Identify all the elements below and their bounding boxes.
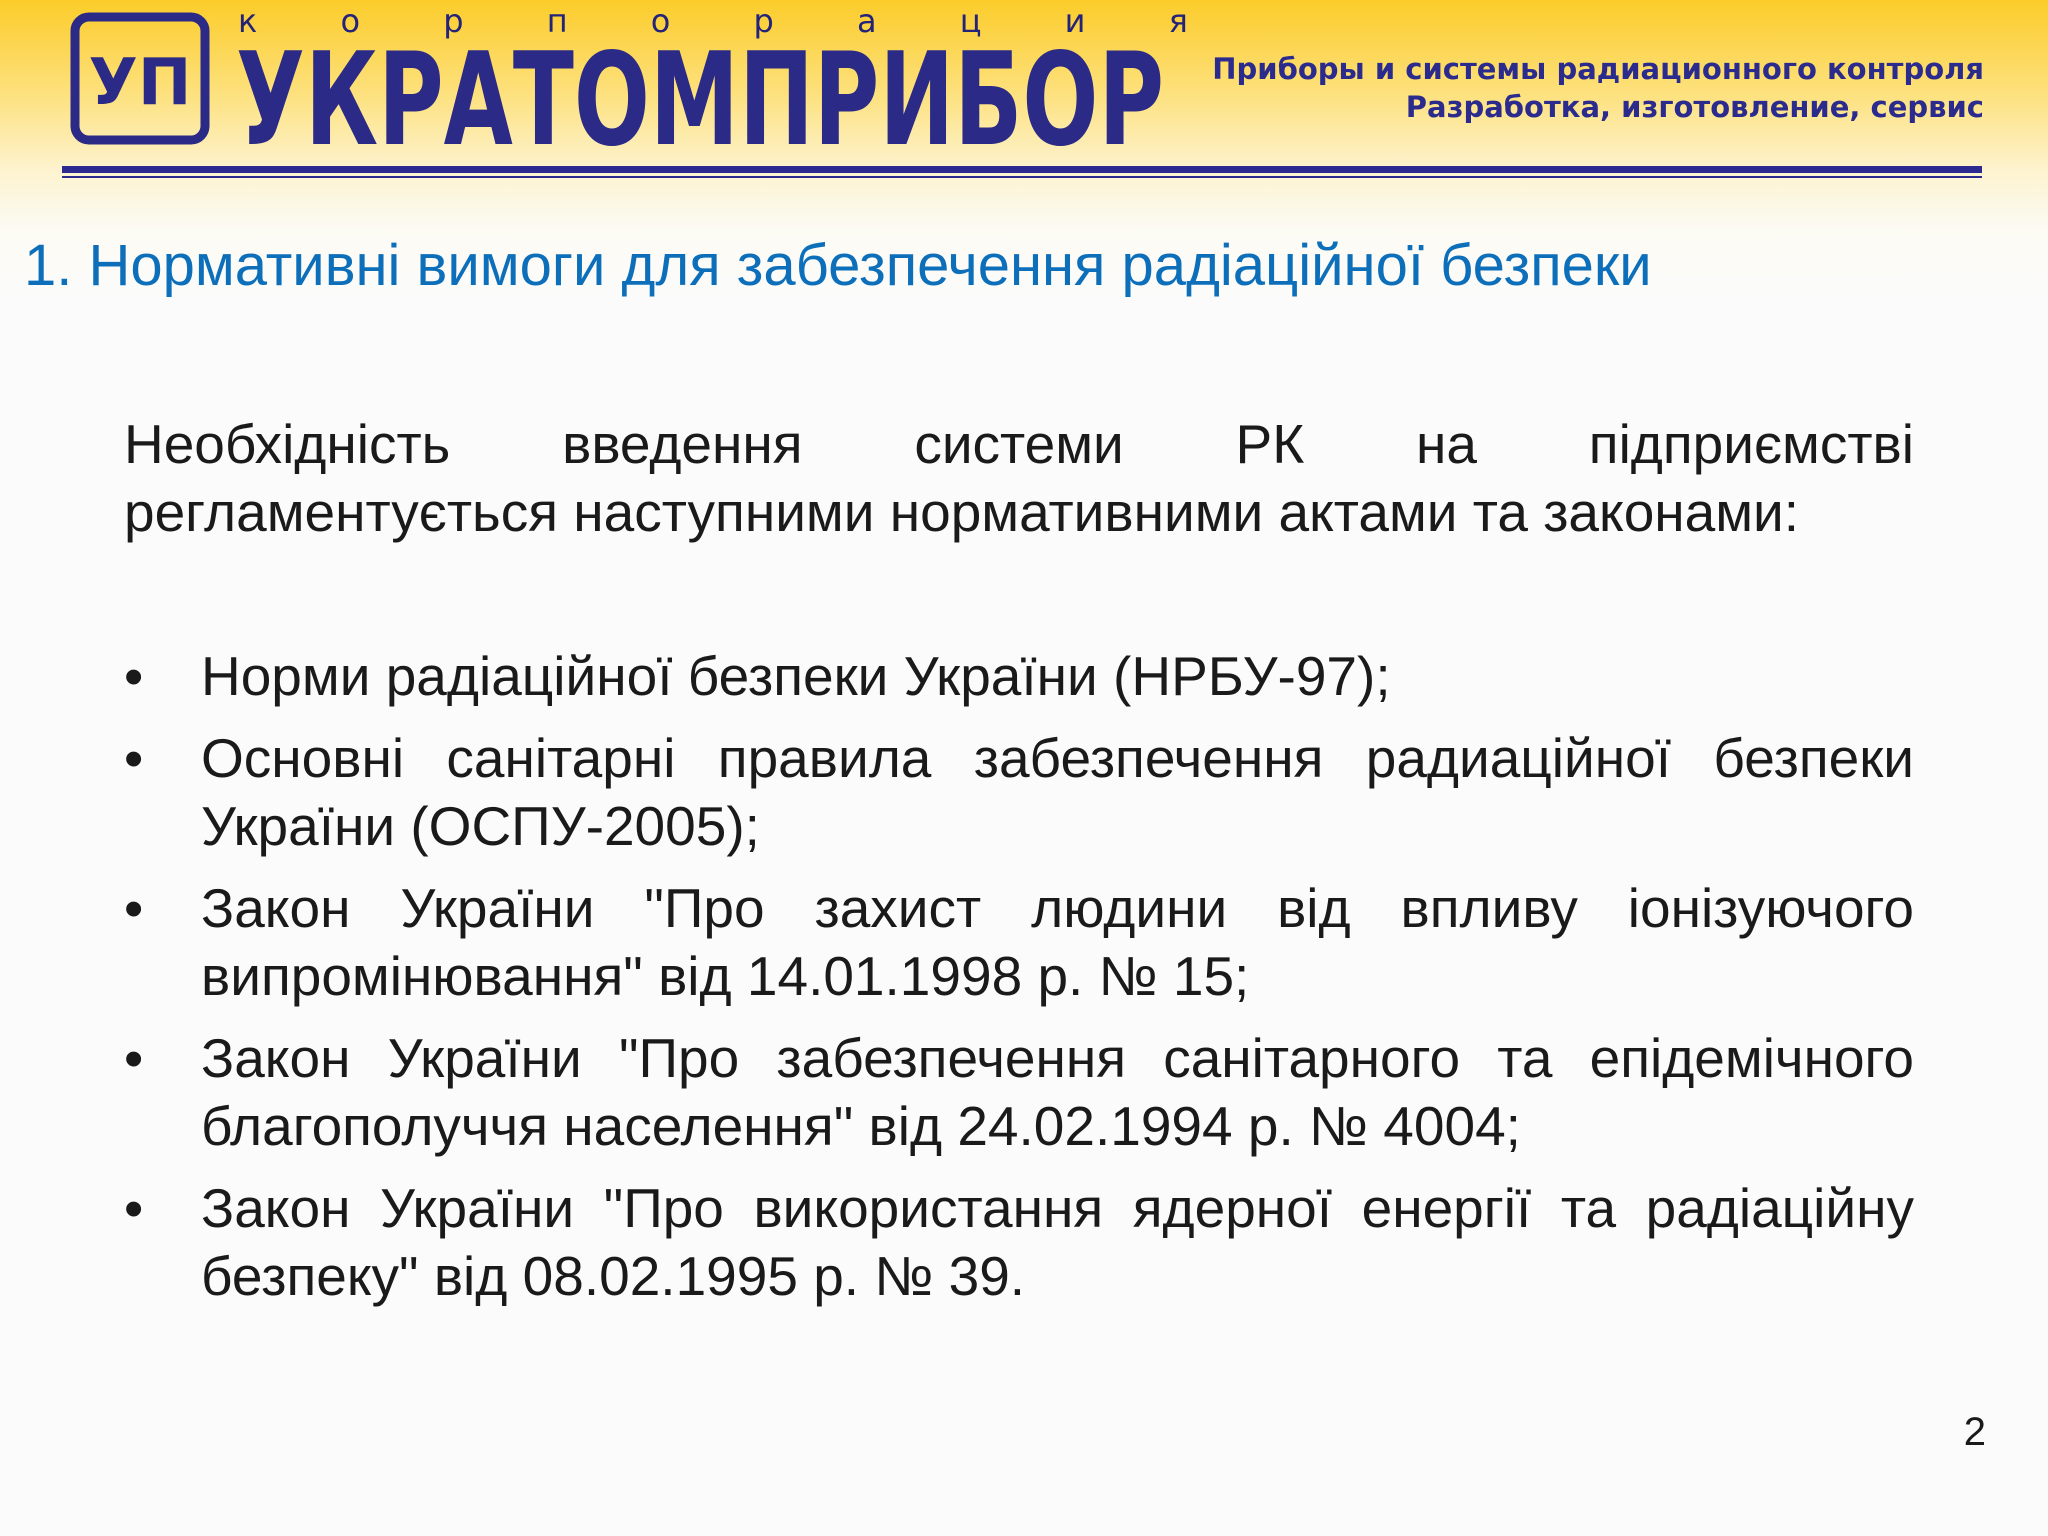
list-item — [124, 1024, 1914, 1160]
bullet-text: Норми радіаційної безпеки України (НРБУ-97); — [201, 645, 1391, 707]
bullet-marker: • — [124, 645, 144, 707]
logo-corporation-letter: к — [238, 2, 258, 40]
bullet-marker: • — [124, 877, 144, 939]
logo-corporation-letter: о — [340, 2, 361, 40]
tagline — [1212, 50, 1984, 126]
intro-line-2: регламентується наступними нормативними актами та законами: — [124, 481, 1800, 543]
bullet-marker: • — [124, 727, 144, 789]
logo-wordmark-text: УКРАТОМПРИБОР — [236, 26, 1164, 154]
header-divider — [62, 166, 1982, 173]
logo-corporation-letter: о — [650, 2, 671, 40]
logo-corporation-letter: п — [546, 2, 568, 40]
header — [0, 0, 2048, 180]
logo-corporation-letter: а — [856, 2, 877, 40]
bullet-text: Закон України "Про забезпечення санітарного та епідемічного благополуччя населення" від 24.02.1994 р. № 4004; — [201, 1027, 1914, 1157]
bullet-list — [124, 642, 1914, 1324]
list-item — [124, 642, 1914, 710]
bullet-marker: • — [124, 1177, 144, 1239]
logo-corporation-letter: я — [1168, 2, 1188, 40]
list-item — [124, 1174, 1914, 1310]
intro-paragraph — [124, 410, 1914, 546]
bullet-marker: • — [124, 1027, 144, 1089]
page-number: 2 — [1963, 1410, 1986, 1454]
logo-corporation-letter: р — [753, 2, 774, 40]
logo-corporation-letter: р — [443, 2, 464, 40]
bullet-text: Закон України "Про захист людини від впливу іонізуючого випромінювання" від 14.01.1998 р. № 15; — [201, 877, 1914, 1007]
list-item — [124, 874, 1914, 1010]
tagline-line-1: Приборы и системы радиационного контроля — [1212, 52, 1984, 86]
logo-corporation-letter: ц — [959, 2, 982, 40]
logo-corporation-letter: и — [1064, 2, 1086, 40]
intro-line-1: Необхідність введення системи РК на підприємстві — [124, 413, 1914, 475]
bullet-text: Основні санітарні правила забезпечення радиаційної безпеки України (ОСПУ-2005); — [201, 727, 1914, 857]
list-item — [124, 724, 1914, 860]
logo-monogram — [70, 12, 210, 145]
bullet-text: Закон України "Про використання ядерної енергії та радіаційну безпеку" від 08.02.1995 р. № 39. — [201, 1177, 1914, 1307]
logo-wordmark — [236, 26, 1166, 154]
logo-monogram-text: УП — [88, 46, 192, 120]
slide-title: 1. Нормативні вимоги для забезпечення радіаційної безпеки — [24, 233, 1652, 298]
header-divider-thin — [62, 176, 1982, 178]
tagline-line-2: Разработка, изготовление, сервис — [1405, 90, 1984, 124]
